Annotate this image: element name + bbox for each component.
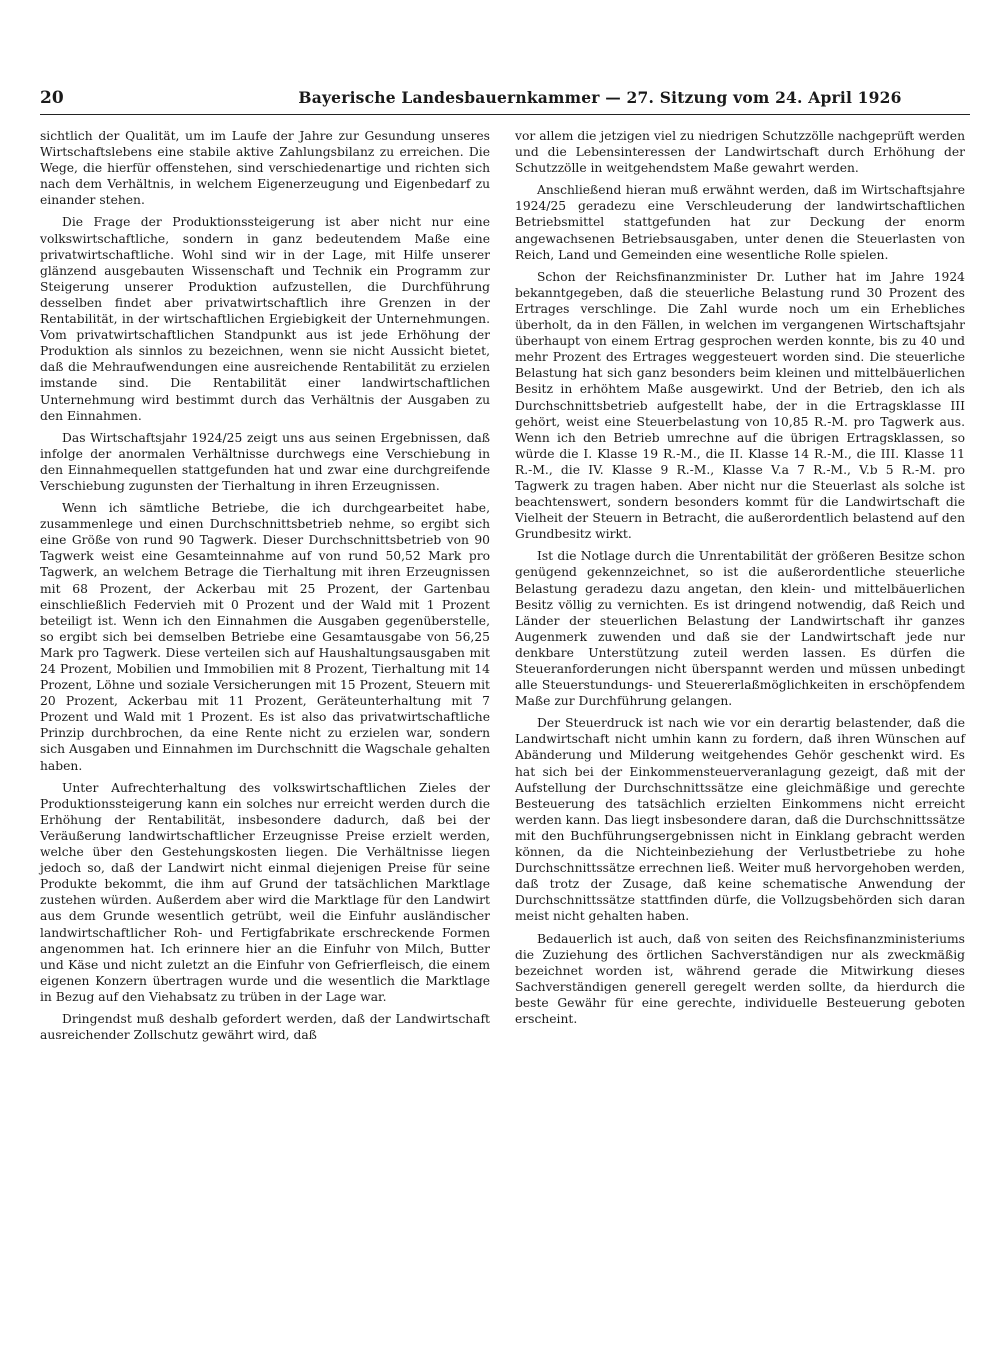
- running-header: [40, 86, 960, 114]
- paragraph: vor allem die jetzigen viel zu niedrigen Schutzzölle nachgeprüft werden und die Lebensinteressen der Landwirtschaft durch Erhöhung der Schutzzölle in weitgehendstem Maße gewahrt werden.: [515, 129, 965, 176]
- paragraph: Die Frage der Produktionssteigerung ist aber nicht nur eine volkswirtschaftliche, sondern in ganz bedeutendem Maße eine privatwirtschaftliche. Wohl sind wir in der Lage, mit Hilfe unserer glänzend ausgebauten Wissenschaft und Technik ein Programm zur Steigerung unserer Produktion aufzustellen, die Durchführung desselben findet aber privatwirtschaftlich ihre Grenzen in der Rentabilität, in der wirtschaftlichen Ergiebigkeit der Unternehmungen. Vom privatwirtschaftlichen Standpunkt aus ist jede Erhöhung der Produktion als sinnlos zu bezeichnen, wenn sie nicht Aussicht bietet, daß die Mehraufwendungen eine ausreichende Rentabilität zu erzielen imstande sind. Die Rentabilität einer landwirtschaftlichen Unternehmung wird bestimmt durch das Verhältnis der Ausgaben zu den Einnahmen.: [40, 215, 490, 423]
- paragraph: Unter Aufrechterhaltung des volkswirtschaftlichen Zieles der Produktionssteigerung kann ein solches nur erreicht werden durch die Erhöhung der Rentabilität, insbesondere dadurch, daß bei der Veräußerung landwirtschaftlicher Erzeugnisse Preise erzielt werden, welche über den Gestehungskosten liegen. Die Verhältnisse liegen jedoch so, daß der Landwirt nicht einmal diejenigen Preise für seine Produkte bekommt, die ihm auf Grund der tatsächlichen Marktlage zustehen würden. Außerdem aber wird die Marktlage für den Landwirt aus dem Grunde wesentlich getrübt, weil die Einfuhr ausländischer landwirtschaftlicher Roh- und Fertigfabrikate erschreckende Formen angenommen hat. Ich erinnere hier an die Einfuhr von Milch, Butter und Käse und nicht zuletzt an die Einfuhr von Gefrierfleisch, die einem eigenen Konzern übertragen wurde und die wesentlich die Marktlage in Bezug auf den Viehabsatz zu trüben in der Lage war.: [40, 780, 490, 1004]
- header-rule: [40, 114, 970, 115]
- header-title: Bayerische Landesbauernkammer — 27. Sitzung vom 24. April 1926: [298, 88, 902, 107]
- page-number: 20: [40, 88, 64, 108]
- paragraph: Dringendst muß deshalb gefordert werden, daß der Landwirtschaft ausreichender Zollschutz gewährt wird, daß: [40, 1011, 490, 1043]
- paragraph: Anschließend hieran muß erwähnt werden, daß im Wirtschaftsjahre 1924/25 geradezu eine Verschleuderung der landwirtschaftlichen Betriebsmittel stattgefunden hat zur Deckung der enorm angewachsenen Betriebsausgaben, unter denen die Steuerlasten von Reich, Land und Gemeinden eine wesentliche Rolle spielen.: [515, 183, 965, 262]
- right-column: [515, 128, 965, 1027]
- paragraph: sichtlich der Qualität, um im Laufe der Jahre zur Gesundung unseres Wirtschaftslebens eine stabile aktive Zahlungsbilanz zu erreichen. Die Wege, die hierfür offenstehen, sind verschiedenartige und richten sich nach dem Verhältnis, in welchem Eigenerzeugung und Eigenbedarf zu einander stehen.: [40, 129, 490, 208]
- paragraph: Der Steuerdruck ist nach wie vor ein derartig belastender, daß die Landwirtschaft nicht umhin kann zu fordern, daß ihren Wünschen auf Abänderung und Milderung weitgehendes Gehör geschenkt wird. Es hat sich bei der Einkommensteuerveranlagung gezeigt, daß mit der Aufstellung der Durchschnittssätze eine gleichmäßige und gerechte Besteuerung des tatsächlich erzielten Einkommens nicht erreicht werden kann. Das liegt insbesondere daran, daß die Durchschnittssätze mit den Buchführungsergebnissen nicht in Einklang gebracht werden können, da die Nichteinbeziehung der Verlustbetriebe zu hohe Durchschnittssätze errechnen ließ. Weiter muß hervorgehoben werden, daß trotz der Zusage, daß keine schematische Anwendung der Durchschnittssätze stattfinden dürfe, die Vollzugsbehörden sich daran meist nicht gehalten haben.: [515, 716, 965, 924]
- left-column: [40, 128, 490, 1043]
- paragraph: Das Wirtschaftsjahr 1924/25 zeigt uns aus seinen Ergebnissen, daß infolge der anormalen Verhältnisse durchwegs eine Verschiebung in den Einnahmequellen stattgefunden hat und zwar eine durchgreifende Verschiebung zugunsten der Tierhaltung in ihren Erzeugnissen.: [40, 430, 490, 493]
- paragraph: Wenn ich sämtliche Betriebe, die ich durchgearbeitet habe, zusammenlege und einen Durchschnittsbetrieb nehme, so ergibt sich eine Größe von rund 90 Tagwerk. Dieser Durchschnittsbetrieb von 90 Tagwerk weist eine Gesamteinnahme auf von rund 50,52 Mark pro Tagwerk, an welchem Betrage die Tierhaltung mit ihren Erzeugnissen mit 68 Prozent, der Ackerbau mit 25 Prozent, der Gartenbau einschließlich Federvieh mit 0 Prozent und der Wald mit 1 Prozent beteiligt ist. Wenn ich den Einnahmen die Ausgaben gegenüberstelle, so ergibt sich bei demselben Betriebe eine Gesamtausgabe von 56,25 Mark pro Tagwerk. Diese verteilen sich auf Haushaltungsausgaben mit 24 Prozent, Mobilien und Immobilien mit 8 Prozent, Tierhaltung mit 14 Prozent, Löhne und soziale Versicherungen mit 15 Prozent, Steuern mit 20 Prozent, Ackerbau mit 11 Prozent, Geräteunterhaltung mit 7 Prozent und Wald mit 1 Prozent. Es ist also das privatwirtschaftliche Prinzip durchbrochen, da eine Rente nicht zu erzielen war, sondern sich Ausgaben und Einnahmen im Durchschnitt die Wagschale gehalten haben.: [40, 501, 490, 773]
- paragraph: Schon der Reichsfinanzminister Dr. Luther hat im Jahre 1924 bekanntgegeben, daß die steuerliche Belastung rund 30 Prozent des Ertrages verschlinge. Die Zahl wurde noch um ein Erhebliches überholt, da in den Fällen, in welchen im vergangenen Wirtschaftsjahr überhaupt von einem Ertrag gesprochen werden konnte, bis zu 40 und mehr Prozent des Ertrages weggesteuert worden sind. Die steuerliche Belastung hat sich ganz besonders beim kleinen und mittelbäuerlichen Besitz in erhöhtem Maße ausgewirkt. Und der Betrieb, den ich als Durchschnittsbetrieb aufgestellt habe, der in die Ertragsklasse III gehört, weist eine Steuerbelastung von 10,85 R.-M. pro Tagwerk aus. Wenn ich den Betrieb umrechne auf die übrigen Ertragsklassen, so würde die I. Klasse 19 R.-M., die II. Klasse 14 R.-M., die III. Klasse 11 R.-M., die IV. Klasse 9 R.-M., Klasse V.a 7 R.-M., V.b 5 R.-M. pro Tagwerk zu tragen haben. Aber nicht nur die Steuerlast als solche ist beachtenswert, sondern besonders kommt für die Landwirtschaft die Vielheit der Steuern in Betracht, die außerordentlich belastend auf den Grundbesitz wirkt.: [515, 269, 965, 542]
- paragraph: Bedauerlich ist auch, daß von seiten des Reichsfinanzministeriums die Zuziehung des örtlichen Sachverständigen nur als zweckmäßig bezeichnet worden ist, während gerade die Mitwirkung dieses Sachverständigen generell geregelt werden sollte, da hierdurch die beste Gewähr für eine gerechte, individuelle Besteuerung geboten erscheint.: [515, 931, 965, 1026]
- paragraph: Ist die Notlage durch die Unrentabilität der größeren Besitze schon genügend gekennzeichnet, so ist die außerordentliche steuerliche Belastung geradezu dazu angetan, den klein- und mittelbäuerlichen Besitz völlig zu vernichten. Es ist dringend notwendig, daß Reich und Länder der steuerlichen Belastung der Landwirtschaft ihr ganzes Augenmerk zuwenden und daß sie der Landwirtschaft jede nur denkbare Unterstützung zuteil werden lassen. Es dürfen die Steueranforderungen nicht überspannt werden und müssen unbedingt alle Steuerstundungs- und Steuererlaßmöglichkeiten in erschöpfendem Maße zur Durchführung gelangen.: [515, 549, 965, 709]
